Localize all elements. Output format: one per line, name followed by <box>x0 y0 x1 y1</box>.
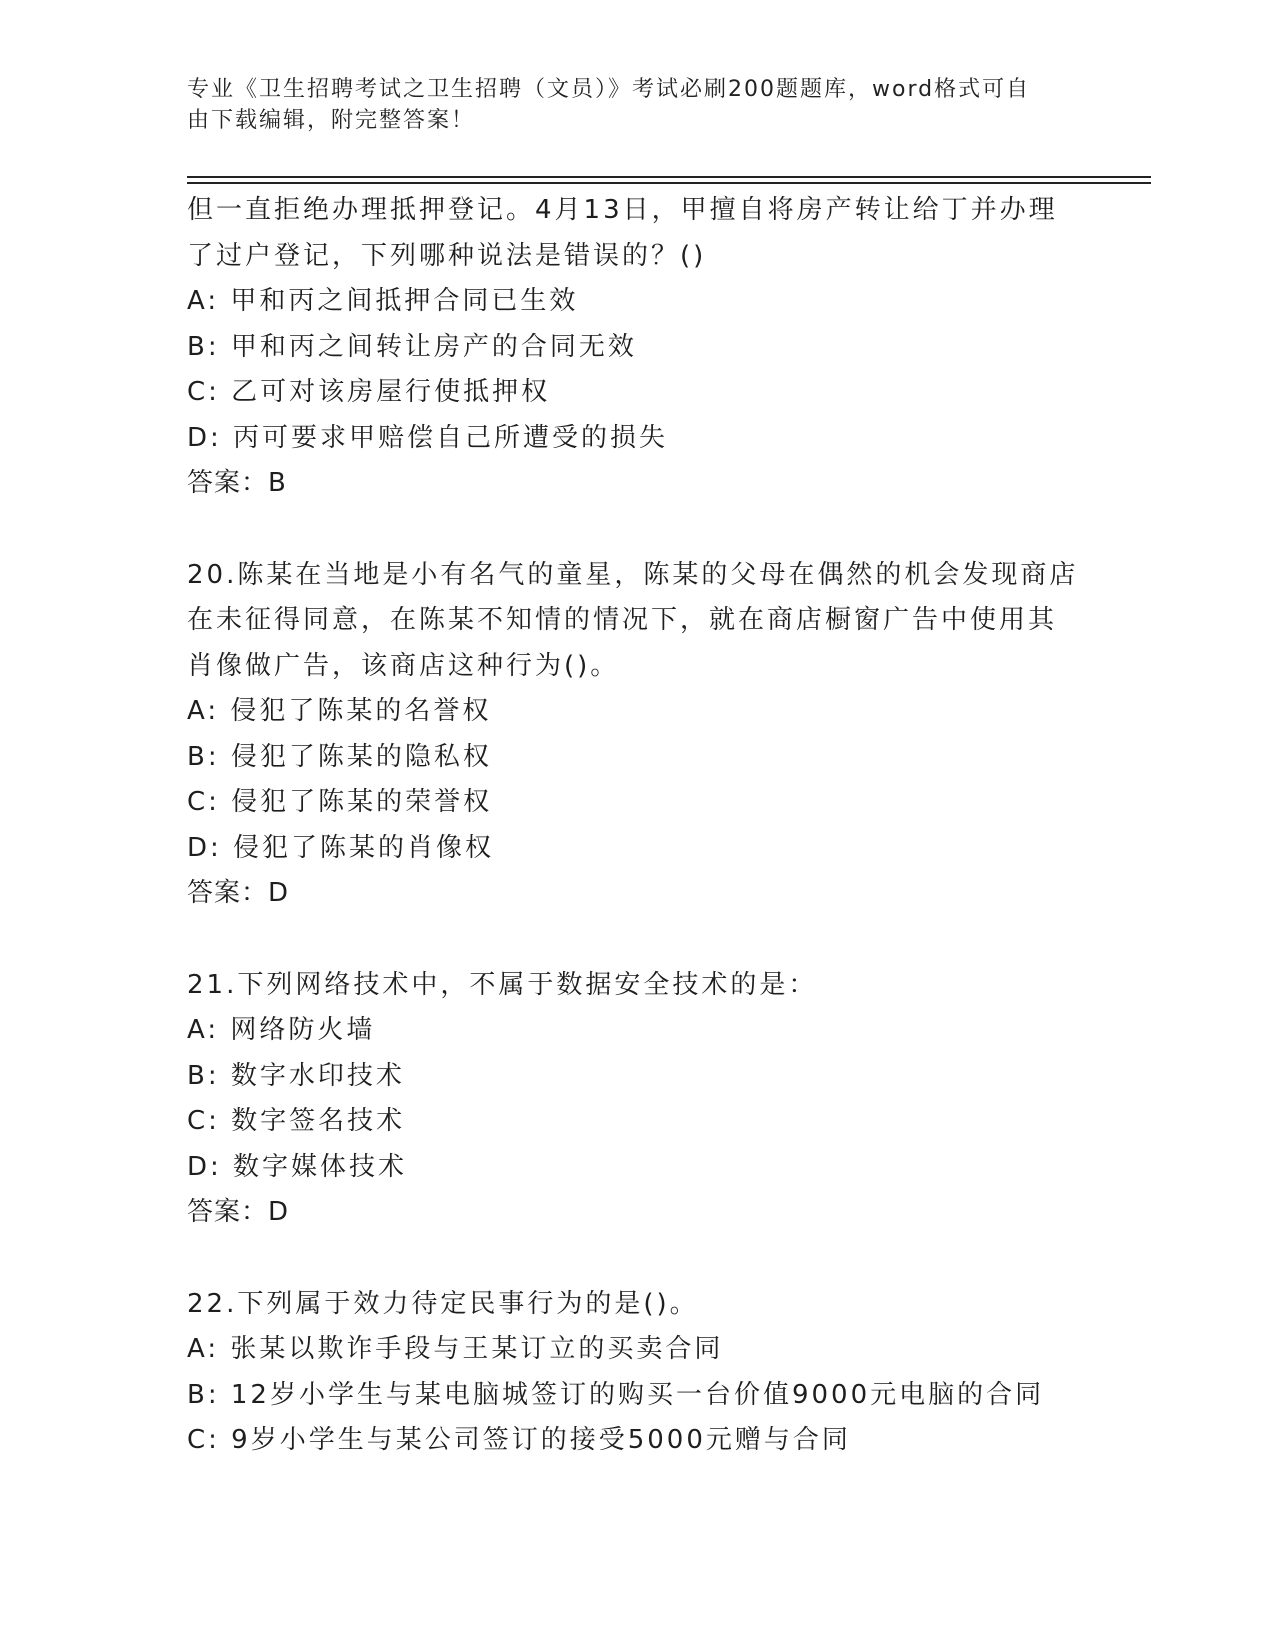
header-line-2: 由下载编辑，附完整答案！ <box>187 108 476 133</box>
question-stem-line: 20.陈某在当地是小有名气的童星，陈某的父母在偶然的机会发现商店 <box>187 559 1079 590</box>
answer: 答案：B <box>187 468 287 498</box>
question-21 <box>187 963 1087 1236</box>
question-stem-line: 了过户登记，下列哪种说法是错误的？() <box>187 240 707 271</box>
spacer <box>187 917 1087 963</box>
question-19 <box>187 188 1087 507</box>
question-stem-line: 在未征得同意，在陈某不知情的情况下，就在商店橱窗广告中使用其 <box>187 605 1058 635</box>
option-a: A: 张某以欺诈手段与王某订立的买卖合同 <box>187 1334 724 1364</box>
option-b: B: 甲和丙之间转让房产的合同无效 <box>187 331 637 362</box>
option-c: C: 侵犯了陈某的荣誉权 <box>187 787 493 817</box>
document-header <box>187 74 1067 136</box>
question-stem-line: 肖像做广告，该商店这种行为()。 <box>187 650 620 681</box>
question-22 <box>187 1282 1087 1464</box>
option-b: B: 侵犯了陈某的隐私权 <box>187 741 492 772</box>
option-b: B: 12岁小学生与某电脑城签订的购买一台价值9000元电脑的合同 <box>187 1379 1045 1410</box>
question-stem-line: 但一直拒绝办理抵押登记。4月13日，甲擅自将房产转让给丁并办理 <box>187 195 1058 225</box>
option-a: A: 侵犯了陈某的名誉权 <box>187 696 492 726</box>
header-line-1: 专业《卫生招聘考试之卫生招聘（文员）》考试必刷200题题库，word格式可自 <box>187 77 1031 102</box>
option-b: B: 数字水印技术 <box>187 1060 405 1091</box>
header-rule-bottom <box>187 182 1151 184</box>
option-c: C: 数字签名技术 <box>187 1106 406 1136</box>
question-stem-line: 21.下列网络技术中，不属于数据安全技术的是： <box>187 969 818 1000</box>
spacer <box>187 1236 1087 1282</box>
option-d: D: 侵犯了陈某的肖像权 <box>187 832 495 863</box>
option-c: C: 乙可对该房屋行使抵押权 <box>187 377 551 407</box>
header-rule-top <box>187 176 1151 178</box>
answer: 答案：D <box>187 1197 290 1227</box>
question-20 <box>187 553 1087 917</box>
option-a: A: 甲和丙之间抵押合同已生效 <box>187 286 579 316</box>
question-stem-line: 22.下列属于效力待定民事行为的是()。 <box>187 1288 699 1319</box>
option-d: D: 数字媒体技术 <box>187 1151 408 1182</box>
option-a: A: 网络防火墙 <box>187 1015 376 1045</box>
answer: 答案：D <box>187 878 290 908</box>
option-c: C: 9岁小学生与某公司签订的接受5000元赠与合同 <box>187 1425 851 1455</box>
question-content <box>187 188 1087 1464</box>
spacer <box>187 507 1087 553</box>
option-d: D: 丙可要求甲赔偿自己所遭受的损失 <box>187 422 669 453</box>
